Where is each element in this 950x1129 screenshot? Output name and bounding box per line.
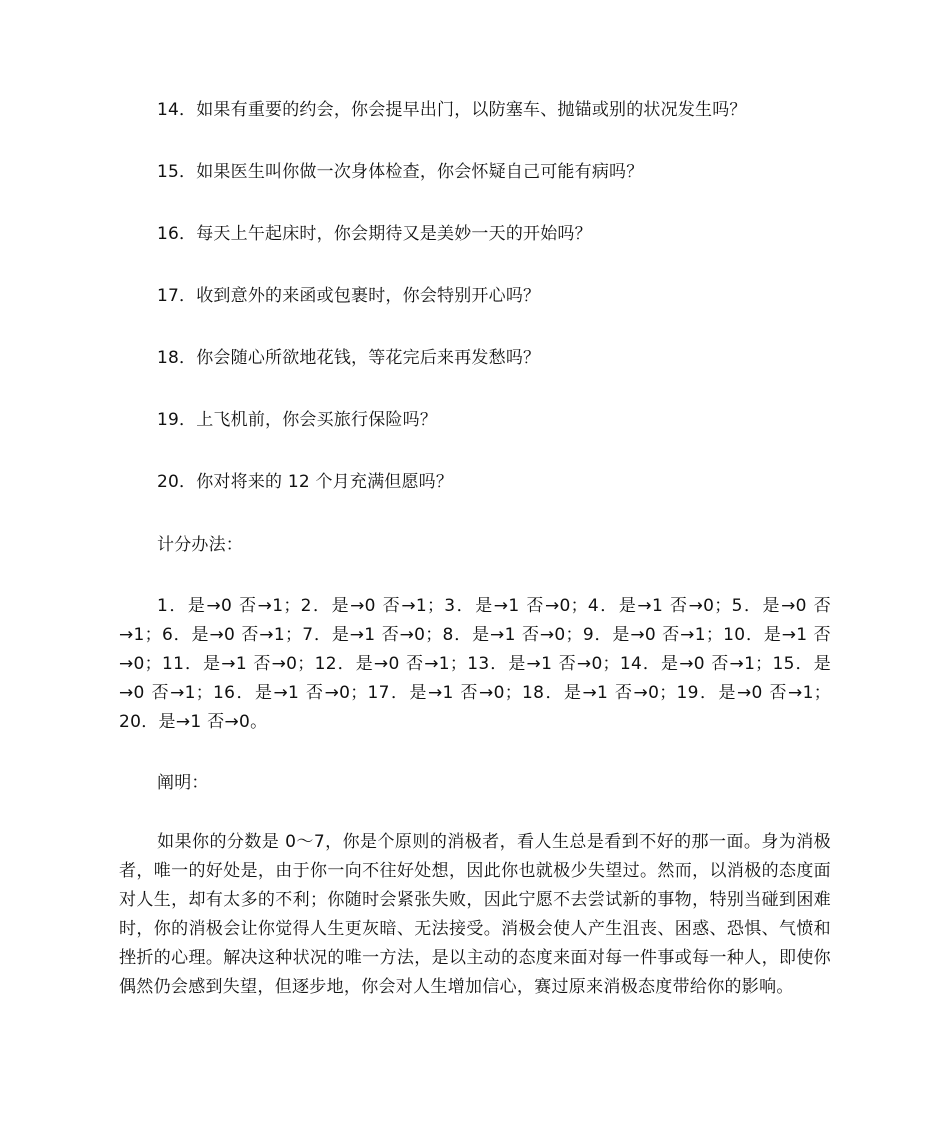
question-14: 14．如果有重要的约会，你会提早出门，以防塞车、抛锚或别的状况发生吗？	[157, 100, 747, 120]
scoring-paragraph	[119, 592, 831, 737]
scoring-heading: 计分办法：	[157, 535, 243, 555]
explanation-paragraph	[119, 828, 831, 1002]
question-17: 17．收到意外的来函或包裹时，你会特别开心吗？	[157, 286, 541, 306]
question-18: 18．你会随心所欲地花钱，等花完后来再发愁吗？	[157, 348, 541, 368]
question-16: 16．每天上午起床时，你会期待又是美妙一天的开始吗？	[157, 224, 592, 244]
explanation-text: 如果你的分数是 0～7，你是个原则的消极者，看人生总是看到不好的那一面。身为消极者，唯一的好处是，由于你一向不往好处想，因此你也就极少失望过。然而，以消极的态度面对人生，却有太多的不利；你随时会紧张失败，因此宁愿不去尝试新的事物，特别当碰到困难时，你的消极会让你觉得人生更灰暗、无法接受。消极会使人产生沮丧、困惑、恐惧、气愤和挫折的心理。解决这种状况的唯一方法，是以主动的态度来面对每一件事或每一种人，即使你偶然仍会感到失望，但逐步地，你会对人生增加信心，赛过原来消极态度带给你的影响。	[119, 832, 831, 997]
scoring-text: 1．是→0 否→1；2．是→0 否→1；3．是→1 否→0；4．是→1 否→0；5．是→0 否→1；6．是→0 否→1；7．是→1 否→0；8．是→1 否→0；9．是→0 否→1；10．是→1 否→0；11．是→1 否→0；12．是→0 否→1；13．是→1 否→0；14．是→0 否→1；15．是→0 否→1；16．是→1 否→0；17．是→1 否→0；18．是→1 否→0；19．是→0 否→1；20．是→1 否→0。	[119, 596, 831, 732]
question-20: 20．你对将来的 12 个月充满但愿吗？	[157, 472, 454, 492]
question-15: 15．如果医生叫你做一次身体检查，你会怀疑自己可能有病吗？	[157, 162, 644, 182]
question-19: 19．上飞机前，你会买旅行保险吗？	[157, 410, 438, 430]
explanation-heading: 阐明：	[157, 773, 209, 793]
